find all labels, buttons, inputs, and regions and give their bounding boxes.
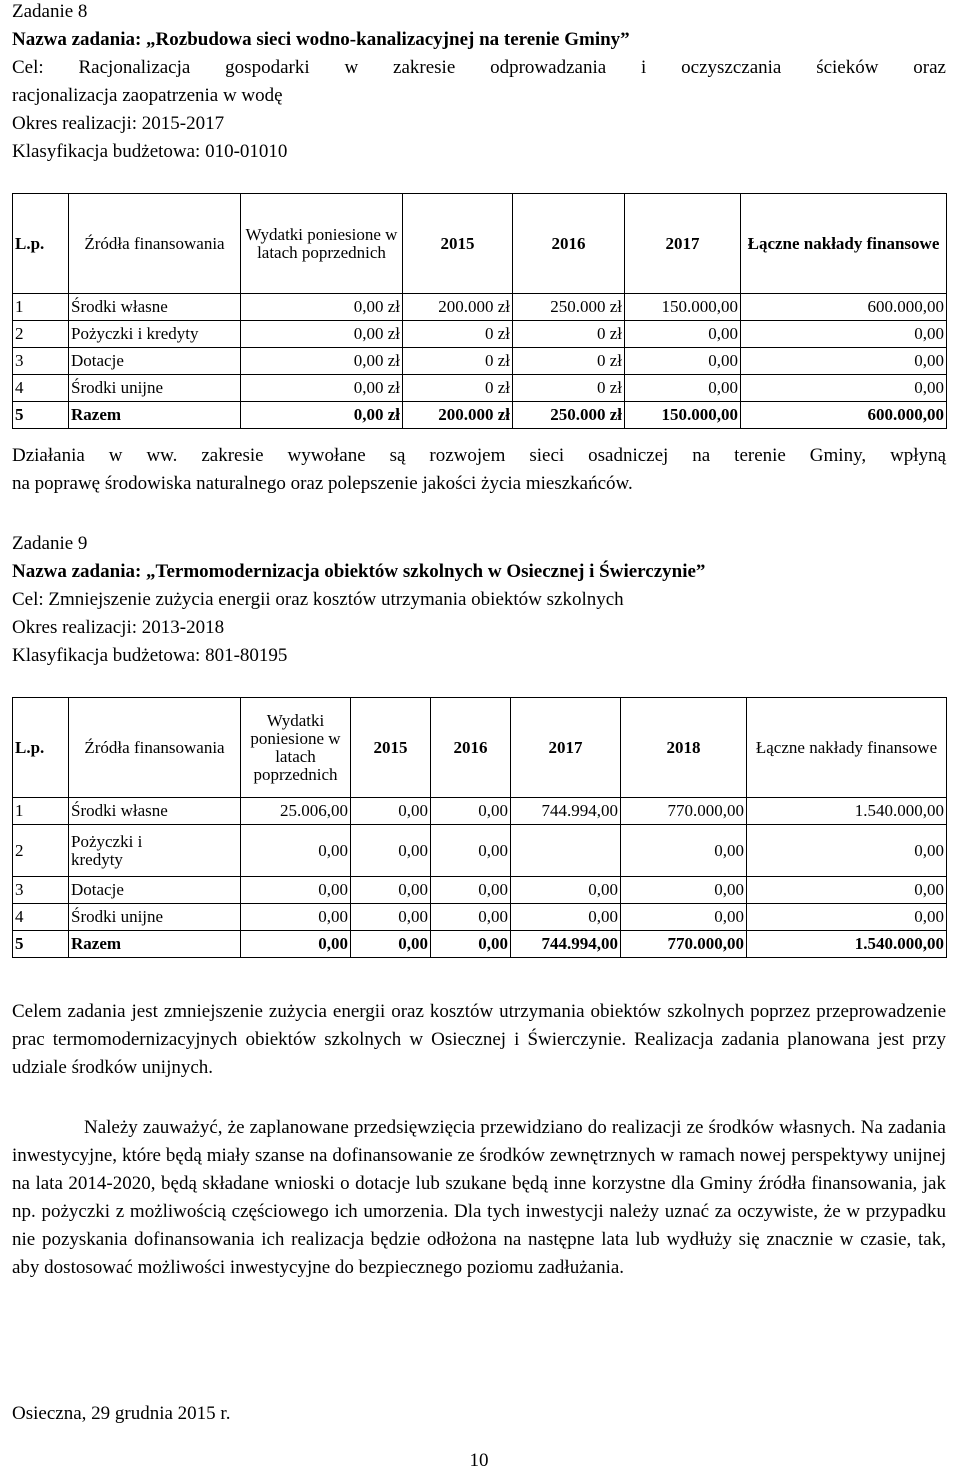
cell-no: 1 xyxy=(13,798,69,825)
cell-prior: 0,00 zł xyxy=(241,348,403,375)
cell-2017: 150.000,00 xyxy=(625,294,741,321)
cell-prior: 25.006,00 xyxy=(241,798,351,825)
cell-2016: 0,00 xyxy=(431,931,511,958)
header-source: Źródła finansowania xyxy=(69,698,241,798)
header-2016: 2016 xyxy=(431,698,511,798)
cell-2016: 0,00 xyxy=(431,825,511,877)
task8-actions-line2: na poprawę środowiska naturalnego oraz polepszenie jakości życia mieszkańców. xyxy=(12,473,633,494)
cell-2017: 0,00 xyxy=(511,877,621,904)
table-row xyxy=(13,294,947,321)
cell-no: 2 xyxy=(13,321,69,348)
cell-total: 1.540.000,00 xyxy=(747,931,947,958)
header-source: Źródła finansowania xyxy=(69,194,241,294)
cell-2016: 250.000 zł xyxy=(513,402,625,429)
cell-no: 3 xyxy=(13,348,69,375)
task9-header-row xyxy=(13,698,947,798)
cell-2015: 0 zł xyxy=(403,348,513,375)
cell-2016: 0,00 xyxy=(431,904,511,931)
task9-budget-table xyxy=(12,697,947,958)
task9-period: Okres realizacji: 2013-2018 xyxy=(12,617,225,638)
cell-no: 3 xyxy=(13,877,69,904)
cell-no: 4 xyxy=(13,375,69,402)
task9-goal: Cel: Zmniejszenie zużycia energii oraz kosztów utrzymania obiektów szkolnych xyxy=(12,589,624,610)
header-2015: 2015 xyxy=(351,698,431,798)
cell-source: Dotacje xyxy=(69,877,241,904)
cell-2018: 0,00 xyxy=(621,877,747,904)
cell-2016: 0 zł xyxy=(513,375,625,402)
table-row xyxy=(13,375,947,402)
header-2017: 2017 xyxy=(511,698,621,798)
cell-2017: 150.000,00 xyxy=(625,402,741,429)
table-row xyxy=(13,877,947,904)
cell-source: Pożyczki i kredyty xyxy=(69,321,241,348)
header-2016: 2016 xyxy=(513,194,625,294)
header-total: Łączne nakłady finansowe xyxy=(741,194,947,294)
cell-2015: 0,00 xyxy=(351,904,431,931)
cell-2015: 200.000 zł xyxy=(403,294,513,321)
cell-2017: 0,00 xyxy=(625,348,741,375)
table-row xyxy=(13,798,947,825)
table-row xyxy=(13,904,947,931)
cell-source: Razem xyxy=(69,402,241,429)
cell-source: Środki unijne xyxy=(69,904,241,931)
cell-2018: 770.000,00 xyxy=(621,931,747,958)
cell-2016: 0 zł xyxy=(513,348,625,375)
cell-prior: 0,00 xyxy=(241,931,351,958)
header-prior: Wydatki poniesione w latach poprzednich xyxy=(241,194,403,294)
cell-2018: 770.000,00 xyxy=(621,798,747,825)
cell-2015: 0,00 xyxy=(351,877,431,904)
cell-total: 0,00 xyxy=(741,321,947,348)
cell-prior: 0,00 xyxy=(241,877,351,904)
table-row-total xyxy=(13,931,947,958)
table-row xyxy=(13,825,947,877)
header-2015: 2015 xyxy=(403,194,513,294)
cell-2016: 0,00 xyxy=(431,877,511,904)
cell-no: 2 xyxy=(13,825,69,877)
cell-total: 600.000,00 xyxy=(741,402,947,429)
cell-total: 0,00 xyxy=(747,877,947,904)
table-row-total xyxy=(13,402,947,429)
cell-prior: 0,00 xyxy=(241,825,351,877)
header-2017: 2017 xyxy=(625,194,741,294)
task8-goal-line1: Cel: Racjonalizacja gospodarki w zakresie odprowadzania i oczyszczania ścieków oraz xyxy=(12,57,946,78)
header-prior: Wydatki poniesione w latach poprzednich xyxy=(241,698,351,798)
header-2018: 2018 xyxy=(621,698,747,798)
cell-no: 4 xyxy=(13,904,69,931)
cell-2018: 0,00 xyxy=(621,904,747,931)
task9-note-paragraph: Należy zauważyć, że zaplanowane przedsięwzięcia przewidziano do realizacji ze środków własnych. Na zadania inwestycyjne, które będą miały szanse na dofinansowanie ze środków zewnętrznych w ramach nowej perspektywy unijnej na lata 2014-2020, będą składane wnioski o dotacje lub szukane będą inne korzystne dla Gminy źródła finansowania, jak np. pożyczki z możliwością częściowego ich umorzenia. Dla tych inwestycji należy uznać za oczywiste, że w przypadku nie pozyskania dofinansowania ich realizacja będzie odłożona na następne lata lub wydłuży się znacznie w czasie, tak, aby dostosować możliwości inwestycyjne do bezpiecznego poziomu zadłużania. xyxy=(12,1117,946,1278)
place-date: Osieczna, 29 grudnia 2015 r. xyxy=(12,1403,231,1424)
task8-budget-table xyxy=(12,193,947,429)
cell-source: Środki własne xyxy=(69,294,241,321)
cell-total: 0,00 xyxy=(747,825,947,877)
cell-2015: 0,00 xyxy=(351,825,431,877)
cell-source: Środki własne xyxy=(69,798,241,825)
cell-2015: 0,00 xyxy=(351,798,431,825)
cell-2017: 744.994,00 xyxy=(511,798,621,825)
task8-classification: Klasyfikacja budżetowa: 010-01010 xyxy=(12,141,288,162)
cell-2018: 0,00 xyxy=(621,825,747,877)
cell-total: 1.540.000,00 xyxy=(747,798,947,825)
cell-no: 5 xyxy=(13,931,69,958)
cell-no: 1 xyxy=(13,294,69,321)
task9-description-paragraph: Celem zadania jest zmniejszenie zużycia energii oraz kosztów utrzymania obiektów szkolnych poprzez przeprowadzenie prac termomodernizacyjnych obiektów szkolnych w Osiecznej i Świerczynie. Realizacja zadania planowana jest przy udziale środków unijnych. xyxy=(12,1001,946,1078)
header-lp: L.p. xyxy=(13,194,69,294)
table-row xyxy=(13,348,947,375)
cell-prior: 0,00 xyxy=(241,904,351,931)
cell-2015: 0 zł xyxy=(403,321,513,348)
table-row xyxy=(13,321,947,348)
cell-2015: 0,00 xyxy=(351,931,431,958)
cell-2017: 0,00 xyxy=(625,321,741,348)
cell-prior: 0,00 zł xyxy=(241,321,403,348)
task8-name: Nazwa zadania: „Rozbudowa sieci wodno-kanalizacyjnej na terenie Gminy” xyxy=(12,29,630,50)
cell-2017: 0,00 xyxy=(625,375,741,402)
cell-2015: 0 zł xyxy=(403,375,513,402)
header-lp: L.p. xyxy=(13,698,69,798)
cell-2017: 0,00 xyxy=(511,904,621,931)
task8-period: Okres realizacji: 2015-2017 xyxy=(12,113,225,134)
cell-2016: 0,00 xyxy=(431,798,511,825)
page-number: 10 xyxy=(469,1450,489,1471)
cell-total: 0,00 xyxy=(741,375,947,402)
task8-header-row xyxy=(13,194,947,294)
cell-2015: 200.000 zł xyxy=(403,402,513,429)
cell-2017: 744.994,00 xyxy=(511,931,621,958)
task8-goal-line2: racjonalizacja zaopatrzenia w wodę xyxy=(12,85,283,106)
cell-prior: 0,00 zł xyxy=(241,402,403,429)
cell-2016: 0 zł xyxy=(513,321,625,348)
cell-prior: 0,00 zł xyxy=(241,375,403,402)
cell-source: Razem xyxy=(69,931,241,958)
cell-total: 0,00 xyxy=(741,348,947,375)
task9-heading: Zadanie 9 xyxy=(12,533,88,554)
task9-name: Nazwa zadania: „Termomodernizacja obiektów szkolnych w Osiecznej i Świerczynie” xyxy=(12,561,706,582)
cell-2017 xyxy=(511,825,621,877)
header-total: Łączne nakłady finansowe xyxy=(747,698,947,798)
cell-total: 0,00 xyxy=(747,904,947,931)
cell-2016: 250.000 zł xyxy=(513,294,625,321)
cell-source: Pożyczki i kredyty xyxy=(69,825,241,877)
cell-prior: 0,00 zł xyxy=(241,294,403,321)
cell-source: Dotacje xyxy=(69,348,241,375)
task8-actions-line1: Działania w ww. zakresie wywołane są rozwojem sieci osadniczej na terenie Gminy, wpłyną xyxy=(12,445,946,466)
cell-no: 5 xyxy=(13,402,69,429)
cell-total: 600.000,00 xyxy=(741,294,947,321)
cell-source: Środki unijne xyxy=(69,375,241,402)
task8-heading: Zadanie 8 xyxy=(12,1,88,22)
task9-classification: Klasyfikacja budżetowa: 801-80195 xyxy=(12,645,288,666)
